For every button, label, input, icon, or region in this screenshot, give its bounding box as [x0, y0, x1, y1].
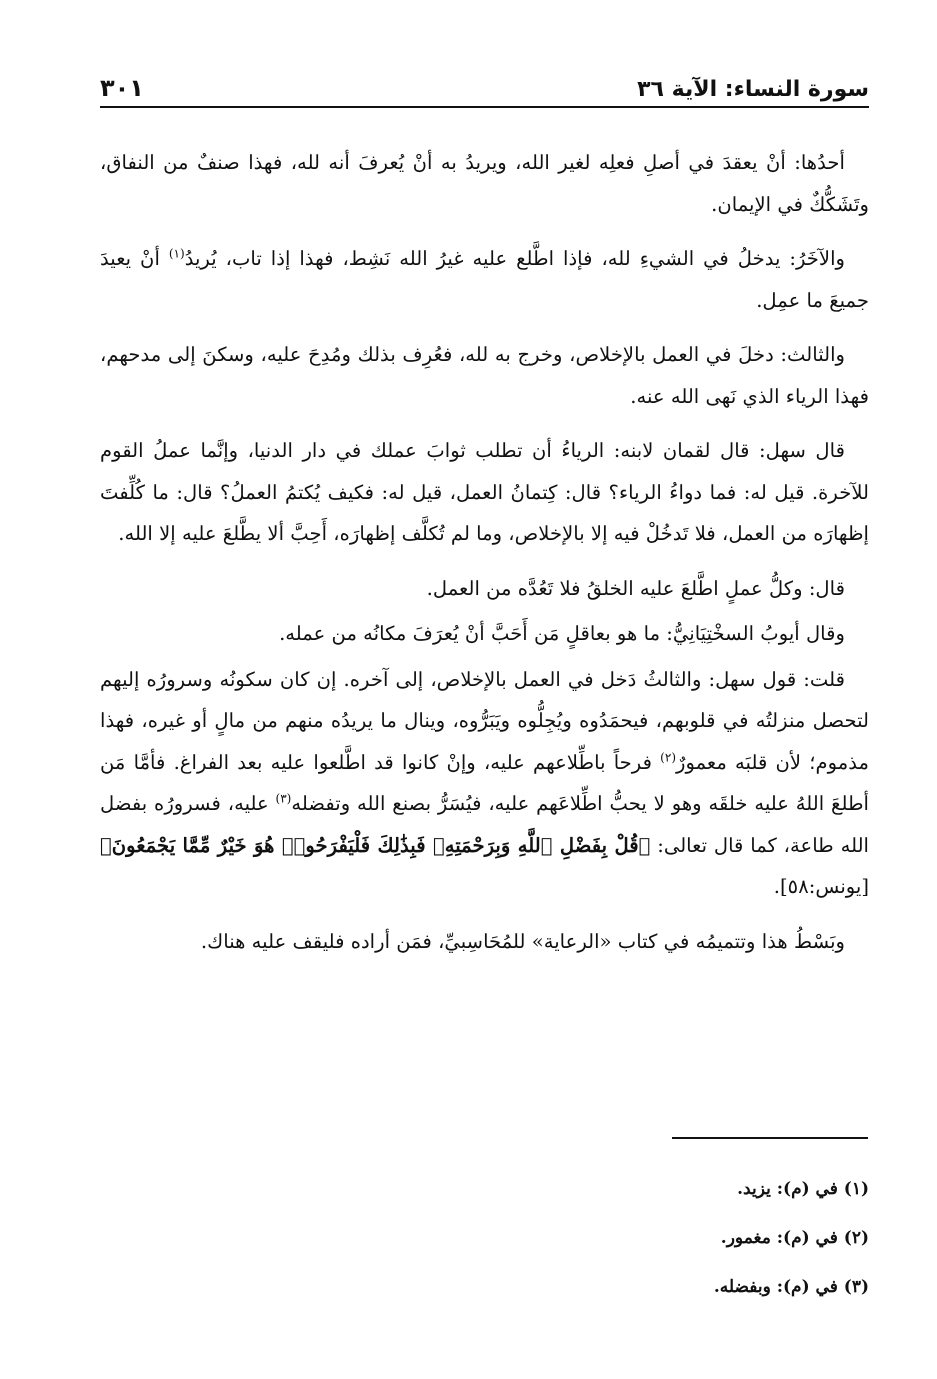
surah-title: سورة النساء: الآية ٣٦ [637, 77, 869, 102]
paragraph-text: قال سهل: قال لقمان لابنه: الرياءُ أن تطلب ثوابَ عملك في دار الدنيا، وإنَّما عملُ القوم للآخرة. قيل له: فما دواءُ الرياء؟ قال: كِتمانُ العمل، قيل له: فكيف يُكتمُ العملُ؟ قال: ما كُلِّفتَ إظهارَه من العمل، فلا تَدخُلْ فيه إلا بالإخلاص، وما لم تُكلَّف إظهارَه، أَحِبَّ ألا يطَّلعَ عليه إلا الله. [100, 439, 869, 545]
paragraph-text: قلت: قول سهل: والثالثُ دَخل في العمل بالإخلاص، إلى آخره. إن كان سكونُه وسرورُه إليهم لتحصل منزلتُه في قلوبهم، فيحمَدُوه ويُجِلُّوه ويَبَرُّوه، وينال ما يريدُه منهم من مالٍ أو غيره، فهذا مذموم؛ لأن قلبَه معمورٌ [100, 667, 870, 774]
footnote-marker: (١) [168, 246, 185, 261]
footnote-divider [672, 1137, 868, 1139]
page-number: ٣٠١ [100, 74, 144, 102]
footnote: (٢) في (م): مغمور. [720, 1228, 869, 1248]
footnote: (١) في (م): يزيد. [737, 1179, 869, 1199]
footnote-marker: (٣) [275, 791, 292, 806]
paragraph-text: فرحاً باطِّلاعهم عليه، وإنْ كانوا قد اطَّلعوا عليه بعد الفراغ. فأمَّا مَن أطلعَ اللهُ عليه خلقَه وهو لا يحبُّ اطِّلاعَهم عليه، فيُسَرُّ بصنع الله وتفضله [100, 750, 869, 815]
paragraph-text: عليه، فسرورُه بفضل الله طاعة، كما قال تعالى: [100, 792, 869, 857]
paragraph [100, 613, 869, 655]
paragraph [100, 430, 869, 555]
footnote: (٣) في (م): وبفضله. [713, 1277, 869, 1297]
verse-citation: [يونس:٥٨]. [773, 875, 869, 898]
header-divider [100, 106, 869, 108]
running-header [100, 58, 869, 102]
paragraph [100, 334, 869, 417]
main-text [100, 142, 869, 975]
paragraph-text: قال: وكلُّ عملٍ اطَّلعَ عليه الخلقُ فلا تَعُدَّه من العمل. [426, 576, 845, 600]
paragraph-text: وبَسْطُ هذا وتتميمُه في كتاب «الرعاية» للمُحَاسِبيِّ، فمَن أراده فليقف عليه هناك. [200, 929, 845, 953]
paragraph [100, 921, 869, 963]
paragraph [100, 142, 869, 225]
paragraph-text: والثالث: دخلَ في العمل بالإخلاص، وخرج به لله، فعُرِف بذلك ومُدِحَ عليه، وسكنَ إلى مدحهم، فهذا الرياء الذي نَهى الله عنه. [100, 343, 869, 408]
paragraph [100, 659, 869, 908]
footnote-marker: (٢) [660, 749, 676, 764]
paragraph-text: أنْ يعيدَ جميعَ ما عمِل. [100, 247, 869, 312]
paragraph-text: والآخَرُ: يدخلُ في الشيءِ لله، فإذا اطَّلع عليه غيرُ الله نَشِط، فهذا إذا تاب، يُريدُ [184, 247, 845, 270]
quran-verse: ﴿قُلْ بِفَضْلِ ٱللَّهِ وَبِرَحْمَتِهِۦ فَبِذَٰلِكَ فَلْيَفْرَحُوا۟ هُوَ خَيْرٌ مِّمَّا يَجْمَعُونَ﴾ [100, 833, 651, 857]
paragraph [100, 568, 869, 610]
footnotes [100, 1178, 869, 1325]
paragraph-text: وقال أيوبُ السخْتِيَانِيُّ: ما هو بعاقلٍ مَن أَحَبَّ أنْ يُعرَفَ مكانُه من عمله. [279, 622, 845, 645]
paragraph [100, 238, 869, 321]
paragraph-text: أحدُها: أنْ يعقدَ في أصلِ فعلِه لغير الله، ويريدُ به أنْ يُعرفَ أنه لله، فهذا صنفٌ من النفاق، وتَشَكُّكٌ في الإيمان. [100, 151, 869, 216]
